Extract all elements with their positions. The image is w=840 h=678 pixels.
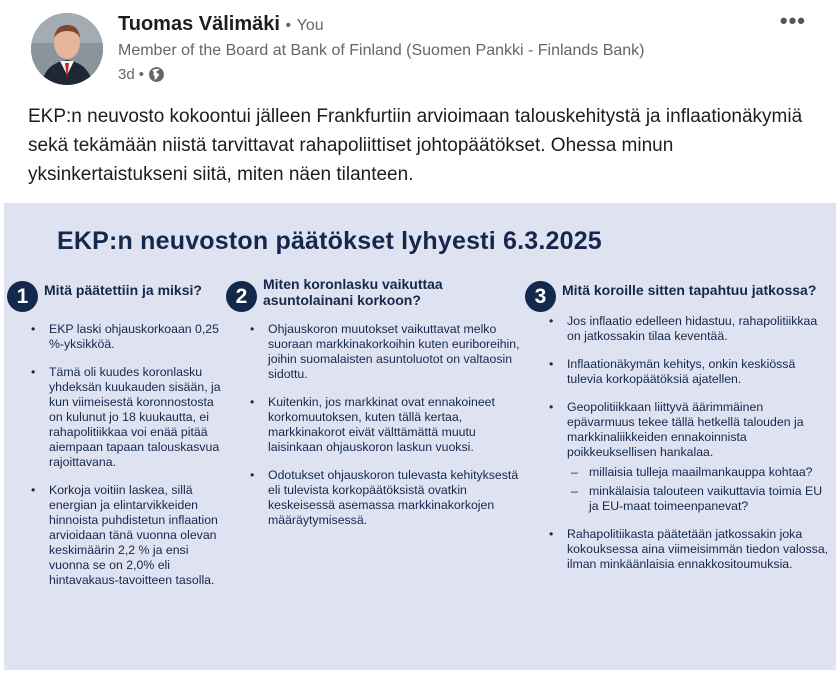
list-item: • EKP laski ohjauskorkoaan 0,25 %-yksikköä. — [31, 322, 221, 352]
slide-title: EKP:n neuvoston päätökset lyhyesti 6.3.2025 — [57, 227, 602, 255]
sub-bullet-list — [567, 465, 834, 514]
column-header — [7, 274, 217, 318]
separator-dot: • — [138, 66, 144, 83]
author-headline: Member of the Board at Bank of Finland (Suomen Pankki - Finlands Bank) — [118, 42, 645, 59]
list-item: • Rahapolitiikasta päätetään jatkossakin joka kokouksessa aina viimeisimmän tiedon valossa, ilman minkäänlaisia ennakkositoumuksia. — [549, 527, 834, 572]
list-item: • Kuitenkin, jos markkinat ovat ennakoineet korkomuutoksen, kuten tällä kertaa, markkinakorot eivät välttämättä muutu laisinkaan ohjauskoron laskun vuoksi. — [250, 395, 520, 455]
sub-list-item: – millaisia tulleja maailmankauppa kohtaa? — [567, 465, 834, 480]
author-name[interactable]: Tuomas Välimäki — [118, 13, 280, 35]
avatar[interactable] — [31, 13, 103, 85]
list-item — [549, 400, 834, 514]
sub-list-item: – minkälaisia talouteen vaikuttavia toimia EU ja EU-maat toimeenpanevat? — [567, 484, 834, 514]
bullet-list — [31, 322, 221, 601]
column-heading: Mitä päätettiin ja miksi? — [44, 282, 202, 298]
post-body-text: EKP:n neuvosto kokoontui jälleen Frankfurtiin arvioimaan talouskehitystä ja inflaationäkymiä sekä tekämään niistä tarvittavat rahapoliittiset johtopäätökset. Ohessa minun yksinkertaistukseni siitä, miten näen tilanteen. — [28, 106, 803, 185]
list-item: • Tämä oli kuudes koronlasku yhdeksän kuukauden sisään, ja kun viimeisestä koronnostosta on kulunut jo 18 kuukautta, ei rahapolitiikkaa voi enää pitää aiempaan tapaan talouskasvua rajoittavana. — [31, 365, 221, 470]
author-line — [118, 13, 324, 36]
post-time: 3d — [118, 66, 135, 83]
slide-column-2 — [226, 274, 520, 527]
slide-column-1 — [7, 274, 221, 587]
bullet-list — [549, 314, 834, 585]
number-badge: 3 — [525, 281, 556, 312]
column-header — [525, 274, 831, 318]
post-meta — [118, 66, 165, 83]
list-item: • Inflaationäkymän kehitys, onkin keskiössä tulevia korkopäätöksiä ajatellen. — [549, 357, 834, 387]
number-badge: 1 — [7, 281, 38, 312]
number-badge: 2 — [226, 281, 257, 312]
bullet-list — [250, 322, 520, 541]
list-item: • Odotukset ohjauskoron tulevasta kehityksestä eli tulevista korkopäätöksistä ovatkin keskeisessä asemassa markkinakorkojen määräytymisessä. — [250, 468, 520, 528]
column-heading: Miten koronlasku vaikuttaa asuntolainani korkoon? — [263, 276, 443, 308]
globe-icon[interactable] — [148, 66, 165, 83]
column-heading: Mitä koroille sitten tapahtuu jatkossa? — [562, 282, 817, 298]
post-footer-edge — [0, 670, 840, 678]
list-item-text: Geopolitiikkaan liittyvä äärimmäinen epävarmuus tekee tällä hetkellä talouden ja markkinaliikkeiden ennakoinnista poikkeuksellisen hankalaa. — [567, 400, 804, 459]
post-image[interactable] — [4, 203, 836, 670]
list-item: • Ohjauskoron muutokset vaikuttavat melko suoraan markkinakorkoihin kuten euriboreihin, joihin suomalaisten asuntoluotot on valtaosin sidottu. — [250, 322, 520, 382]
list-item: • Korkoja voitiin laskea, sillä energian ja elintarvikkeiden hinnoista puhdistetun inflaation arvioidaan tänä vuonna olevan keskimäärin 2,2 % ja ensi vuonna se on 2,0% eli hintavakaus-tavoitteen tasolla. — [31, 483, 221, 588]
slide-column-3 — [525, 274, 831, 571]
column-header — [226, 274, 516, 318]
profile-photo — [31, 13, 103, 85]
relation-label: You — [296, 17, 324, 34]
more-options-icon[interactable]: ••• — [779, 8, 806, 33]
separator-dot: • — [285, 17, 292, 34]
post-header — [0, 0, 840, 96]
list-item: • Jos inflaatio edelleen hidastuu, rahapolitiikkaa on jatkossakin tilaa keventää. — [549, 314, 834, 344]
